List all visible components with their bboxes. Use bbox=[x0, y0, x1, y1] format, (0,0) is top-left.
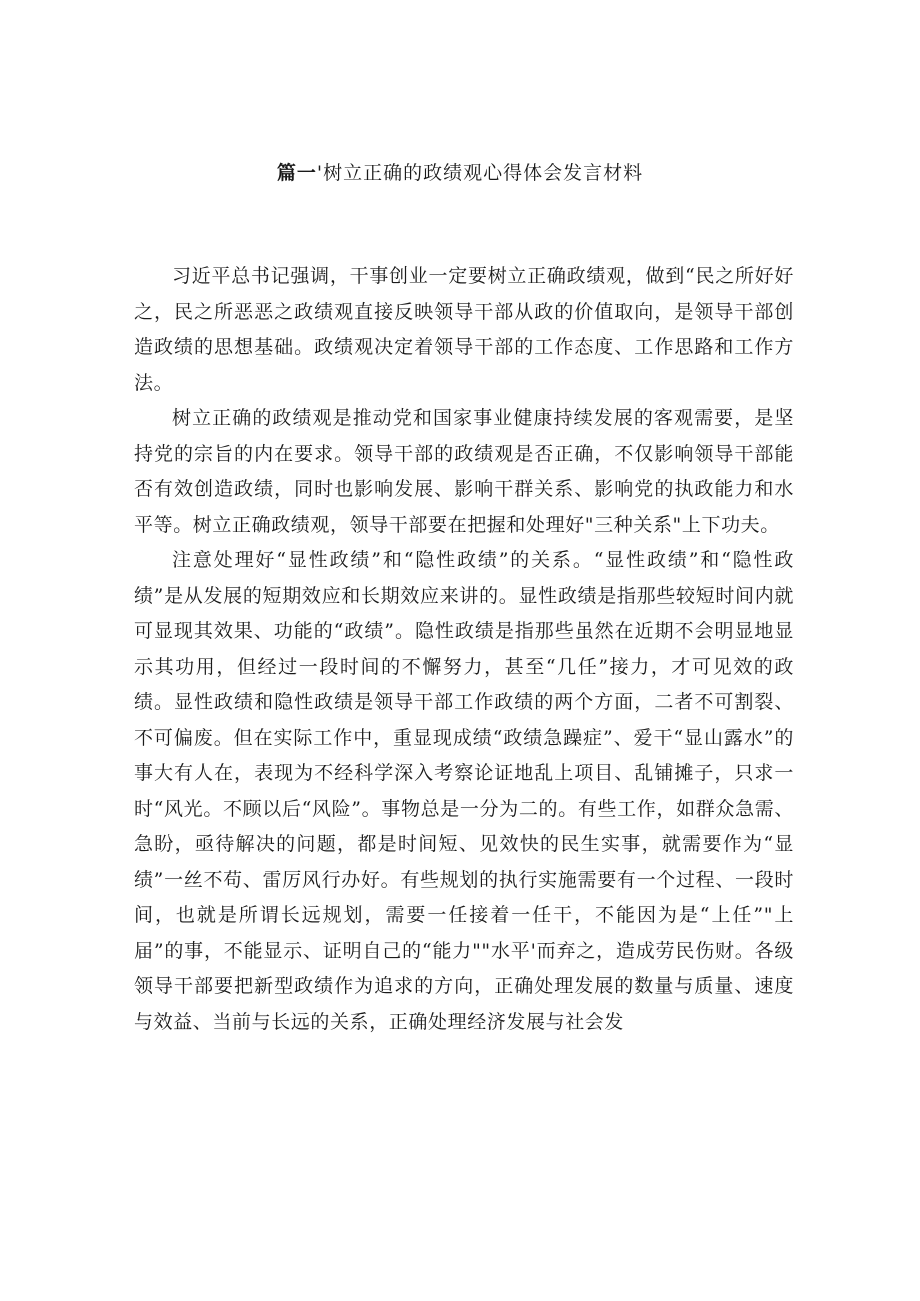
paragraph: 习近平总书记强调，干事创业一定要树立正确政绩观，做到“民之所好好之，民之所恶恶之政绩观直接反映领导干部从政的价值取向，是领导干部创造政绩的思想基础。政绩观决定着领导干部的工作态度、工作思路和工作方法。 bbox=[134, 265, 794, 394]
document-title bbox=[0, 158, 920, 188]
paragraph: 注意处理好“显性政绩”和“隐性政绩”的关系。“显性政绩”和“隐性政绩”是从发展的短期效应和长期效应来讲的。显性政绩是指那些较短时间内就可显现其效果、功能的“政绩”。隐性政绩是指那些虽然在近期不会明显地显示其功用，但经过一段时间的不懈努力，甚至“几任”接力，才可见效的政绩。显性政绩和隐性政绩是领导干部工作政绩的两个方面，二者不可割裂、不可偏废。但在实际工作中，重显现成绩“政绩急躁症”、爱干“显山露水”的事大有人在，表现为不经科学深入考察论证地乱上项目、乱铺摊子，只求一时“风光。不顾以后“风险”。事物总是一分为二的。有些工作，如群众急需、急盼，亟待解决的问题，都是时间短、见效快的民生实事，就需要作为“显绩”一丝不苟、雷厉风行办好。有些规划的执行实施需要有一个过程、一段时间，也就是所谓长远规划，需要一任接着一任干，不能因为是“上任”"上届”的事，不能显示、证明自己的“能力""水平'而弃之，造成劳民伤财。各级领导干部要把新型政绩作为追求的方向，正确处理发展的数量与质量、速度与效益、当前与长远的关系，正确处理经济发展与社会发 bbox=[134, 549, 794, 1033]
title-lead: 篇一 bbox=[276, 162, 317, 184]
title-text: '树立正确的政绩观心得体会发言材料 bbox=[316, 162, 644, 184]
paragraph: 树立正确的政绩观是推动党和国家事业健康持续发展的客观需要，是坚持党的宗旨的内在要求。领导干部的政绩观是否正确，不仅影响领导干部能否有效创造政绩，同时也影响发展、影响干群关系、影响党的执政能力和水平等。树立正确政绩观，领导干部要在把握和处理好"三种关系"上下功夫。 bbox=[134, 407, 794, 536]
document-body bbox=[134, 259, 794, 1040]
